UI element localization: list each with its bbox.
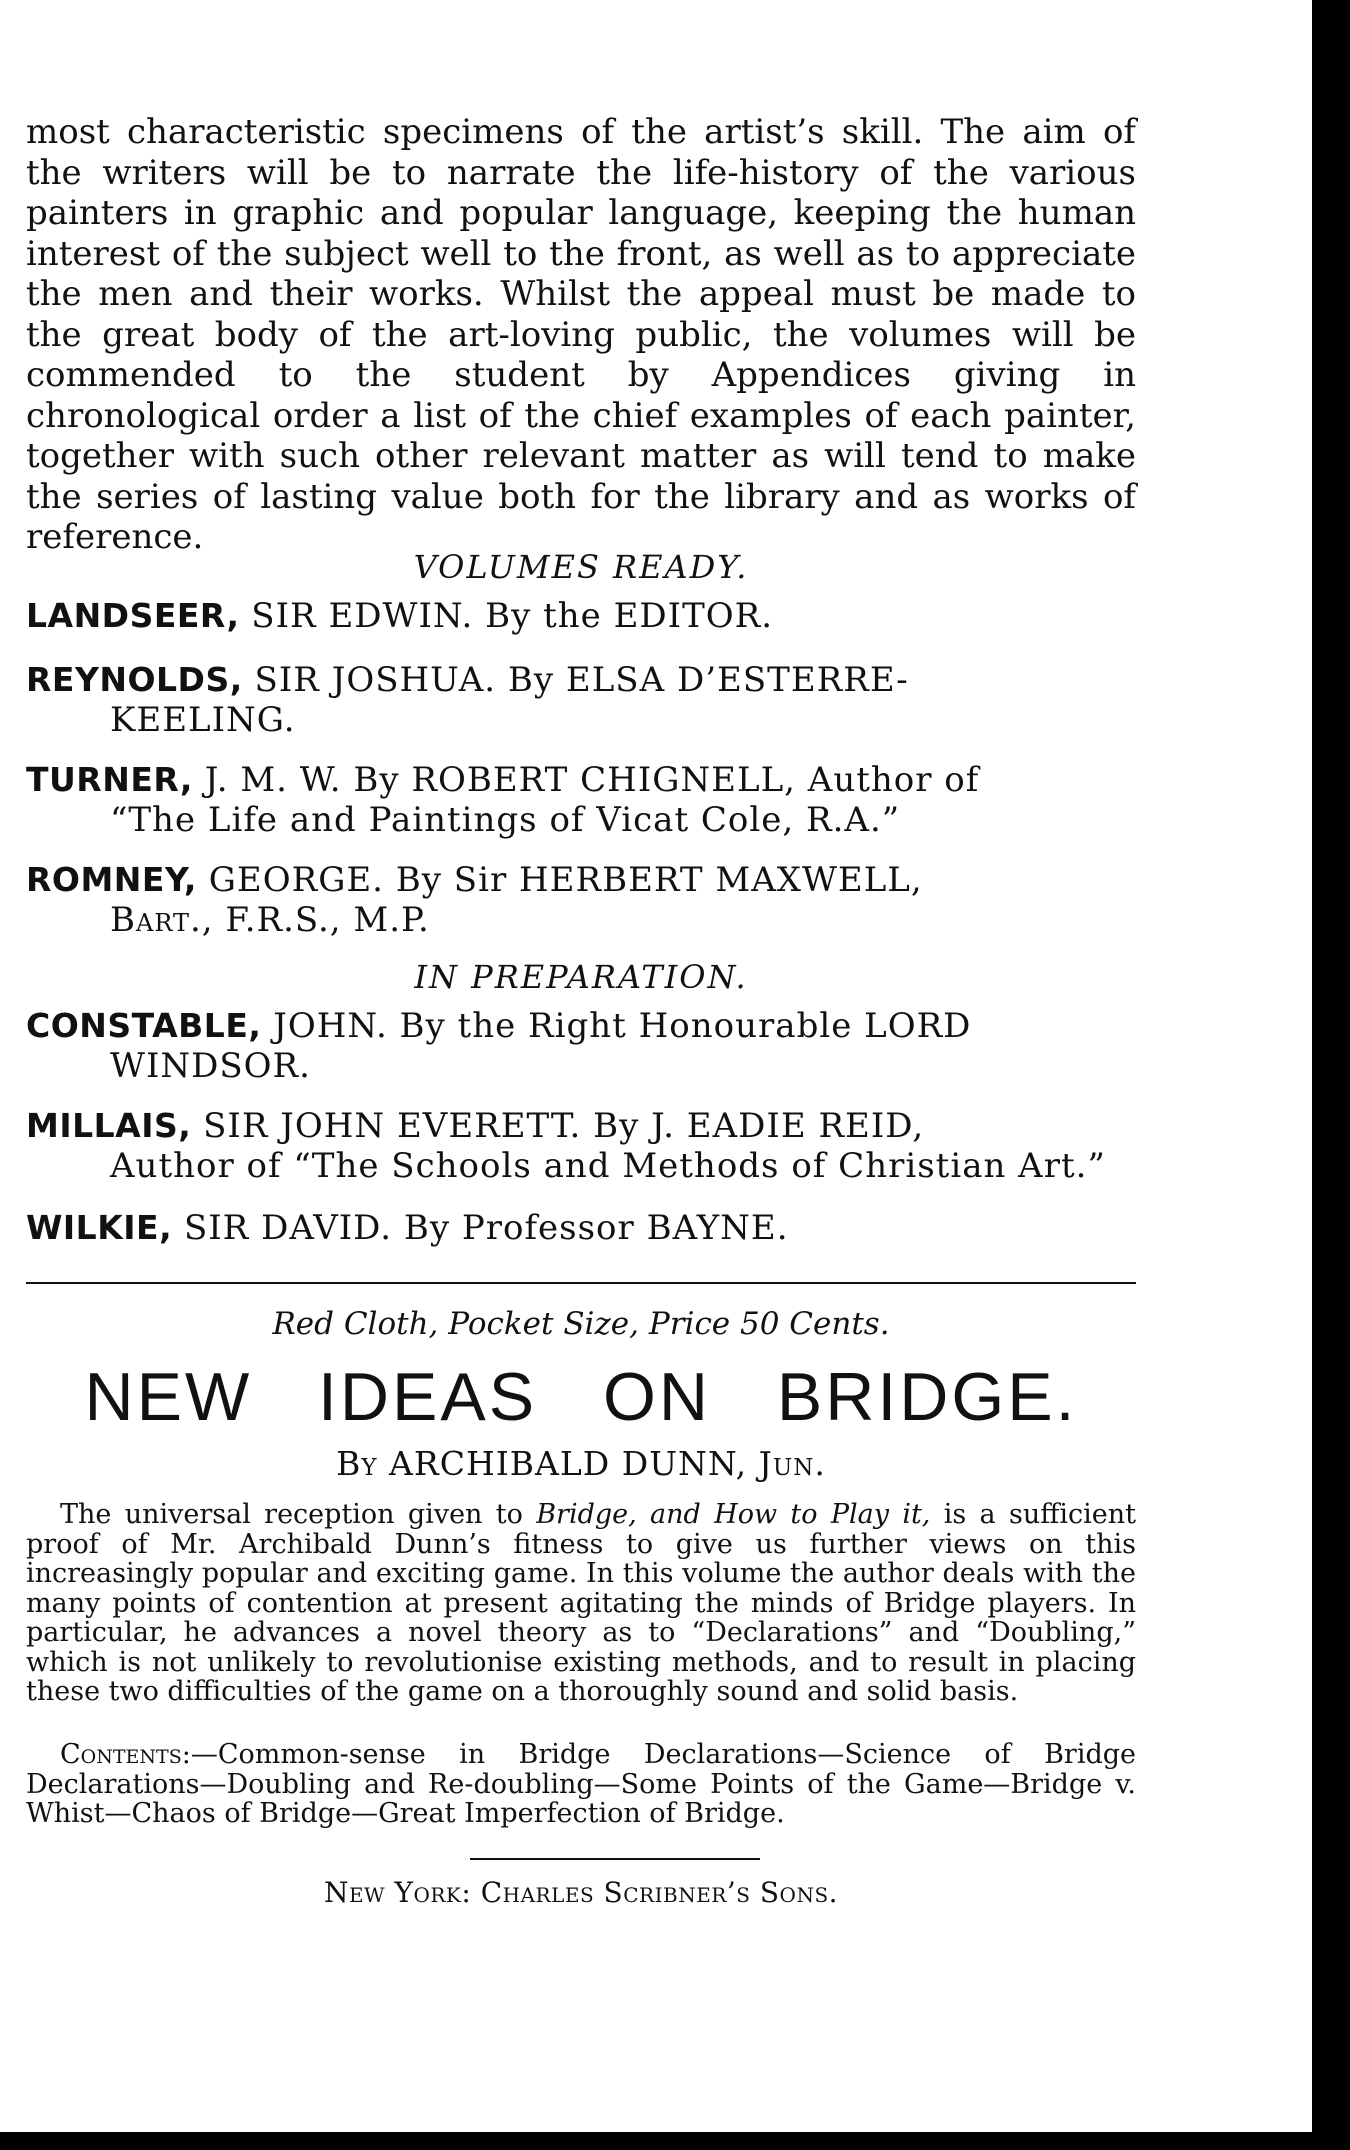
entry-continuation: WINDSOR. <box>110 1046 311 1086</box>
publisher-divider <box>470 1858 760 1860</box>
entry-details: J. M. W. By ROBERT CHIGNELL, Author of <box>192 760 980 800</box>
contents-text: :—Common-sense in Bridge Declarations—Science of Bridge Declarations—Doubling and Re-doubling—Some Points of the Game—Bridge v. Whist—Chaos of Bridge—Great Imperfection of Bridge. <box>26 1739 1136 1829</box>
entry-name: ROMNEY, <box>26 860 197 899</box>
entry-details: SIR JOHN EVERETT. By J. EADIE REID, <box>191 1106 925 1146</box>
preparation-entry-wilkie <box>26 1208 1136 1248</box>
entry-details: JOHN. By the Right Honourable LORD <box>261 1006 972 1046</box>
entry-details: SIR DAVID. By Professor BAYNE. <box>172 1208 789 1248</box>
entry-name: CONSTABLE, <box>26 1006 262 1045</box>
volume-entry-romney <box>26 860 1136 940</box>
contents-label: Contents <box>60 1739 182 1770</box>
blurb-book-title: Bridge, and How to Play it, <box>536 1499 931 1530</box>
entry-name: MILLAIS, <box>26 1106 192 1145</box>
entry-name: REYNOLDS, <box>26 660 243 699</box>
section-divider <box>26 1282 1136 1284</box>
entry-continuation: Author of “The Schools and Methods of Christian Art.” <box>110 1146 1106 1186</box>
blurb-body: is a sufficient proof of Mr. Archibald Dunn’s fitness to give us further views on this increasingly popular and exciting game. In this volume the author deals with the many points of contention at present agitating the minds of Bridge players. In particular, he advances a novel theory as to “Declarations” and “Doubling,” which is not unlikely to revolutionise existing methods, and to result in placing these two difficulties of the game on a thoroughly sound and solid basis. <box>26 1499 1137 1707</box>
entry-name: TURNER, <box>26 760 193 799</box>
publisher-line: New York: Charles Scribner’s Sons. <box>323 1876 839 1909</box>
scan-right-edge <box>1312 0 1350 2150</box>
volume-entry-turner <box>26 760 1136 840</box>
in-preparation-heading: IN PREPARATION. <box>414 958 748 996</box>
preparation-entry-millais <box>26 1106 1136 1186</box>
entry-continuation: “The Life and Paintings of Vicat Cole, R.A.” <box>110 800 901 840</box>
volume-entry-reynolds <box>26 660 1136 740</box>
entry-continuation: Bart., F.R.S., M.P. <box>110 900 430 940</box>
entry-continuation: KEELING. <box>110 700 296 740</box>
advert-blurb <box>26 1500 1136 1707</box>
contents-paragraph <box>26 1740 1136 1829</box>
volume-entry-landseer <box>26 596 1136 636</box>
entry-details: SIR EDWIN. By the EDITOR. <box>239 596 774 636</box>
entry-details: GEORGE. By Sir HERBERT MAXWELL, <box>196 860 923 900</box>
scan-bottom-edge <box>0 2132 1350 2150</box>
advert-title: NEW IDEAS ON BRIDGE. <box>84 1359 1078 1435</box>
intro-paragraph: most characteristic specimens of the artist’s skill. The aim of the writers will be to narrate the life-history of the various painters in graphic and popular language, keeping the human interest of the subject well to the front, as well as to appreciate the men and their works. Whilst the appeal must be made to the great body of the art-loving public, the volumes will be commended to the student by Appendices giving in chronological order a list of the chief examples of each painter, together with such other relevant matter as will tend to make the series of lasting value both for the library and as works of reference. <box>26 112 1136 557</box>
blurb-lead: The universal reception given to <box>60 1499 537 1530</box>
entry-name: WILKIE, <box>26 1208 173 1247</box>
preparation-entry-constable <box>26 1006 1136 1086</box>
entry-details: SIR JOSHUA. By ELSA D’ESTERRE- <box>242 660 909 700</box>
price-line: Red Cloth, Pocket Size, Price 50 Cents. <box>272 1306 890 1342</box>
entry-name: LANDSEER, <box>26 596 240 635</box>
advert-byline: By ARCHIBALD DUNN, Jun. <box>336 1444 826 1483</box>
volumes-ready-heading: VOLUMES READY. <box>413 548 749 586</box>
